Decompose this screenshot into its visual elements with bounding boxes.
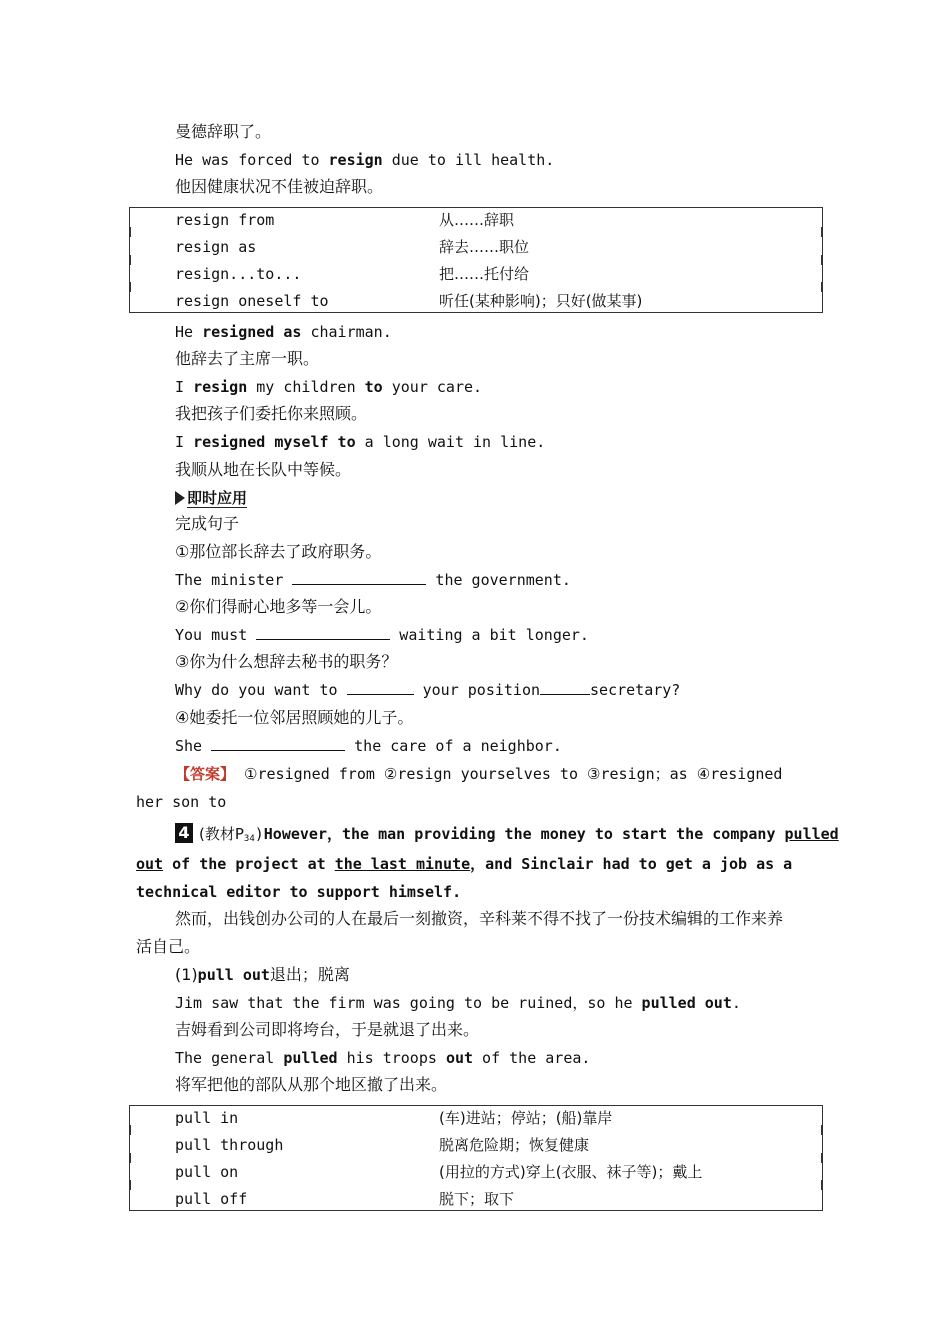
question-chinese: ③你为什么想辞去秘书的职务？ <box>175 652 398 671</box>
phrase-table-pull <box>129 1105 823 1211</box>
translation-line: 吉姆看到公司即将垮台，于是就退了出来。 <box>175 1020 480 1039</box>
answer-blank[interactable] <box>292 570 426 585</box>
key-sentence-continued: technical editor to support himself. <box>136 883 462 901</box>
exercise-instruction: 完成句子 <box>175 514 240 533</box>
translation-line: 他因健康状况不佳被迫辞职。 <box>175 177 384 196</box>
item-number-badge: 4 <box>175 823 193 843</box>
question-english: Why do you want to your position secretary? <box>175 681 681 699</box>
translation-line: 活自己。 <box>136 937 201 956</box>
key-sentence: 4 (教材$P_{34})However$，the man providing the money to start the company pulled <box>175 822 839 846</box>
table-row: pull in (车)进站；停站；(船)靠岸 <box>175 1109 613 1127</box>
example-sentence: I resign my children to your care. <box>175 378 483 396</box>
question-chinese: ①那位部长辞去了政府职务。 <box>175 542 382 561</box>
table-row: pull on (用拉的方式)穿上(衣服、袜子等)；戴上 <box>175 1163 703 1181</box>
answer-blank[interactable] <box>347 680 414 695</box>
translation-line: 我把孩子们委托你来照顾。 <box>175 404 368 423</box>
example-sentence: Jim saw that the firm was going to be ruined，so he pulled out. <box>175 994 741 1012</box>
translation-line: 他辞去了主席一职。 <box>175 349 320 368</box>
table-row: resign oneself to 听任(某种影响)；只好(做某事) <box>175 292 643 310</box>
example-sentence: I resigned myself to a long wait in line. <box>175 433 546 451</box>
question-english: She the care of a neighbor. <box>175 737 562 755</box>
translation-line: 我顺从地在长队中等候。 <box>175 460 352 479</box>
text-line: 曼德辞职了。 <box>175 122 272 141</box>
table-row: resign...to... 把……托付给 <box>175 265 530 283</box>
question-chinese: ②你们得耐心地多等一会儿。 <box>175 597 382 616</box>
question-chinese: ④她委托一位邻居照顾她的儿子。 <box>175 708 414 727</box>
question-english: The minister the government. <box>175 571 571 589</box>
usage-heading: (1)pull out退出；脱离 <box>175 965 350 984</box>
section-header: 即时应用 <box>175 486 247 510</box>
triangle-arrow-icon <box>175 491 185 505</box>
translation-line: 将军把他的部队从那个地区撤了出来。 <box>175 1075 448 1094</box>
answer-blank[interactable] <box>256 625 390 640</box>
phrase-table-resign <box>129 207 823 313</box>
answer-line-continued: her son to <box>136 793 227 811</box>
answer-label: 【答案】 <box>175 765 236 783</box>
table-row: pull off 脱下；取下 <box>175 1190 515 1208</box>
key-sentence-continued: out of the project at the last minute，and Sinclair had to get a job as a <box>136 855 793 873</box>
question-english: You must waiting a bit longer. <box>175 626 589 644</box>
answer-blank[interactable] <box>540 680 590 695</box>
answer-blank[interactable] <box>211 736 345 751</box>
table-row: resign from 从……辞职 <box>175 211 515 229</box>
example-sentence: He was forced to resign due to ill health. <box>175 151 555 169</box>
example-sentence: The general pulled his troops out of the area. <box>175 1049 591 1067</box>
table-row: pull through 脱离危险期；恢复健康 <box>175 1136 590 1154</box>
table-row: resign as 辞去……职位 <box>175 238 530 256</box>
example-sentence: He resigned as chairman. <box>175 323 392 341</box>
translation-line: 然而，出钱创办公司的人在最后一刻撤资，辛科莱不得不找了一份技术编辑的工作来养 <box>175 909 784 928</box>
answer-line: 【答案】 ①resigned from ②resign yourselves to ③resign；as ④resigned <box>175 765 783 783</box>
